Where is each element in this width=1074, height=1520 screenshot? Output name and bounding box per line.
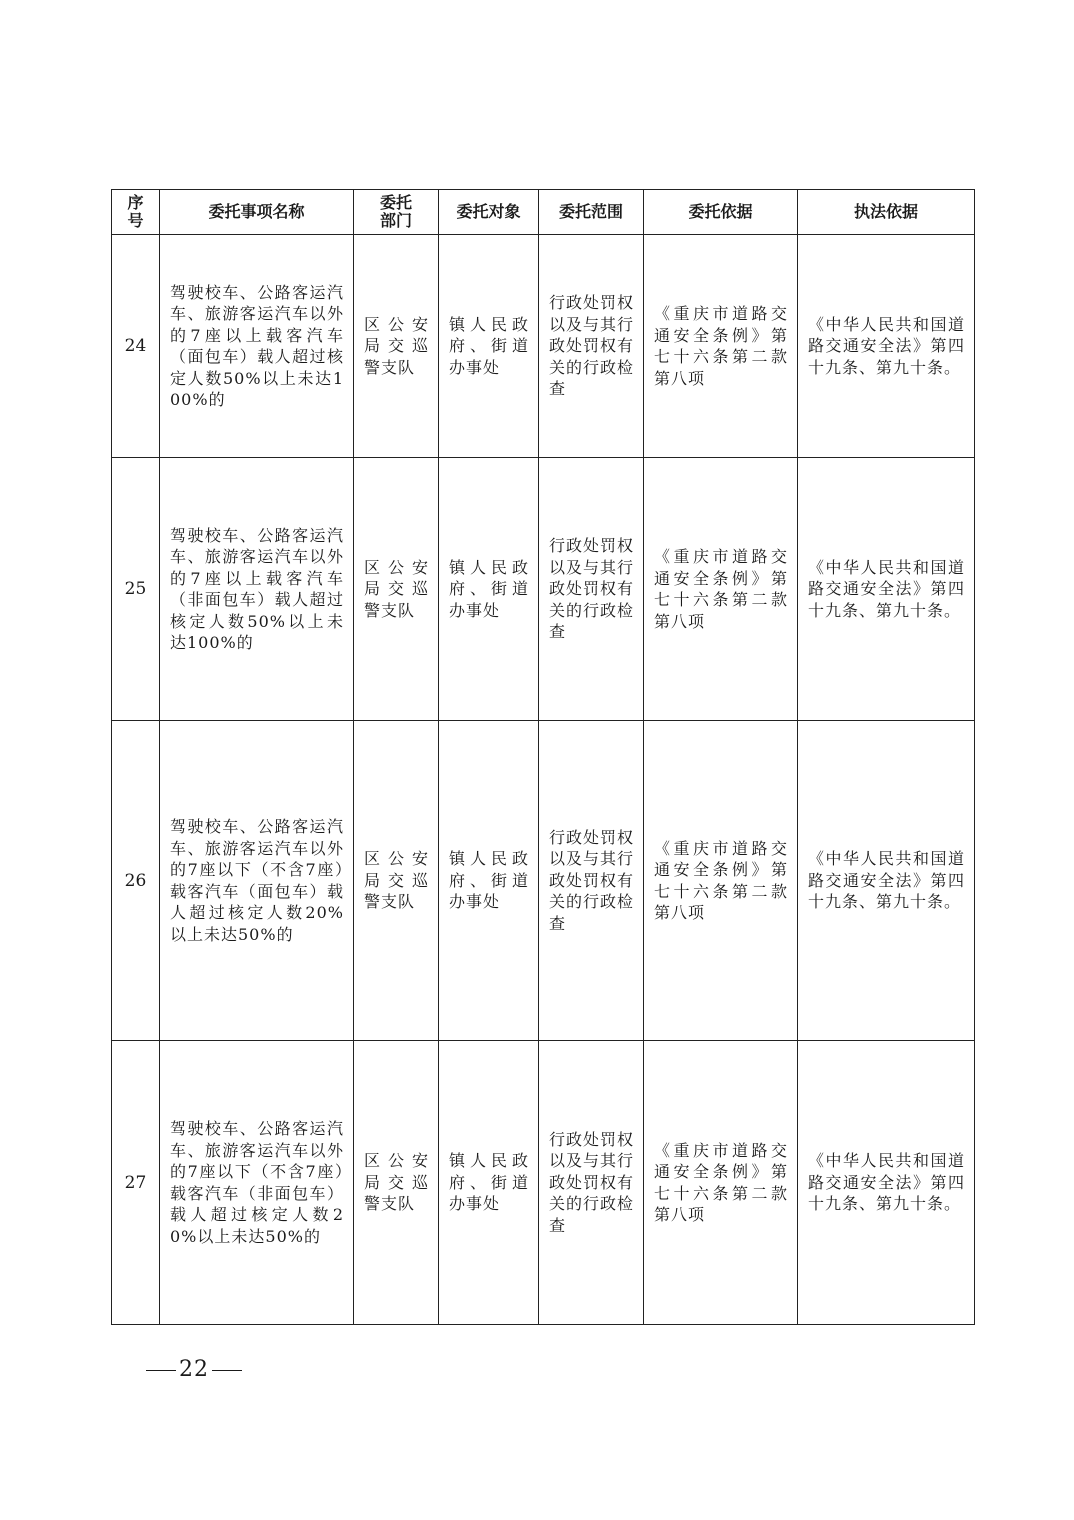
table-header-row: [112, 190, 975, 235]
header-basis: 委托依据: [644, 190, 798, 235]
header-item-name: 委托事项名称: [160, 190, 354, 235]
row-law-basis: 《中华人民共和国道路交通安全法》第四十九条、第九十条。: [798, 721, 975, 1041]
header-scope: 委托范围: [539, 190, 644, 235]
row-scope: 行政处罚权以及与其行政处罚权有关的行政检查: [539, 235, 644, 458]
row-item-name: 驾驶校车、公路客运汽车、旅游客运汽车以外的7座以上载客汽车（面包车）载人超过核定人数50%以上未达100%的: [160, 235, 354, 458]
table-row: [112, 458, 975, 721]
header-department: 委托部门: [354, 190, 439, 235]
row-seq: 26: [112, 721, 160, 1041]
table-row: [112, 235, 975, 458]
row-department: 区公安局交巡警支队: [354, 458, 439, 721]
row-basis: 《重庆市道路交通安全条例》第七十六条第二款第八项: [644, 721, 798, 1041]
row-item-name: 驾驶校车、公路客运汽车、旅游客运汽车以外的7座以下（不含7座）载客汽车（非面包车）载人超过核定人数20%以上未达50%的: [160, 1041, 354, 1325]
row-target: 镇人民政府、街道办事处: [439, 458, 539, 721]
row-basis: 《重庆市道路交通安全条例》第七十六条第二款第八项: [644, 458, 798, 721]
row-basis: 《重庆市道路交通安全条例》第七十六条第二款第八项: [644, 235, 798, 458]
row-target: 镇人民政府、街道办事处: [439, 235, 539, 458]
row-item-name: 驾驶校车、公路客运汽车、旅游客运汽车以外的7座以下（不含7座）载客汽车（面包车）载人超过核定人数20%以上未达50%的: [160, 721, 354, 1041]
row-law-basis: 《中华人民共和国道路交通安全法》第四十九条、第九十条。: [798, 235, 975, 458]
row-law-basis: 《中华人民共和国道路交通安全法》第四十九条、第九十条。: [798, 1041, 975, 1325]
row-scope: 行政处罚权以及与其行政处罚权有关的行政检查: [539, 1041, 644, 1325]
row-target: 镇人民政府、街道办事处: [439, 721, 539, 1041]
row-seq: 27: [112, 1041, 160, 1325]
row-department: 区公安局交巡警支队: [354, 235, 439, 458]
row-seq: 24: [112, 235, 160, 458]
table-row: [112, 1041, 975, 1325]
page-number-dash-left: [146, 1370, 176, 1371]
header-seq: 序号: [112, 190, 160, 235]
row-department: 区公安局交巡警支队: [354, 1041, 439, 1325]
table-row: [112, 721, 975, 1041]
row-scope: 行政处罚权以及与其行政处罚权有关的行政检查: [539, 721, 644, 1041]
row-seq: 25: [112, 458, 160, 721]
row-law-basis: 《中华人民共和国道路交通安全法》第四十九条、第九十条。: [798, 458, 975, 721]
header-law-basis: 执法依据: [798, 190, 975, 235]
page-number-dash-right: [212, 1370, 242, 1371]
row-scope: 行政处罚权以及与其行政处罚权有关的行政检查: [539, 458, 644, 721]
row-target: 镇人民政府、街道办事处: [439, 1041, 539, 1325]
page-number: [143, 1357, 245, 1382]
header-target: 委托对象: [439, 190, 539, 235]
delegation-table: [111, 189, 975, 1325]
page-number-value: 22: [179, 1357, 209, 1382]
row-basis: 《重庆市道路交通安全条例》第七十六条第二款第八项: [644, 1041, 798, 1325]
row-item-name: 驾驶校车、公路客运汽车、旅游客运汽车以外的7座以上载客汽车（非面包车）载人超过核定人数50%以上未达100%的: [160, 458, 354, 721]
row-department: 区公安局交巡警支队: [354, 721, 439, 1041]
